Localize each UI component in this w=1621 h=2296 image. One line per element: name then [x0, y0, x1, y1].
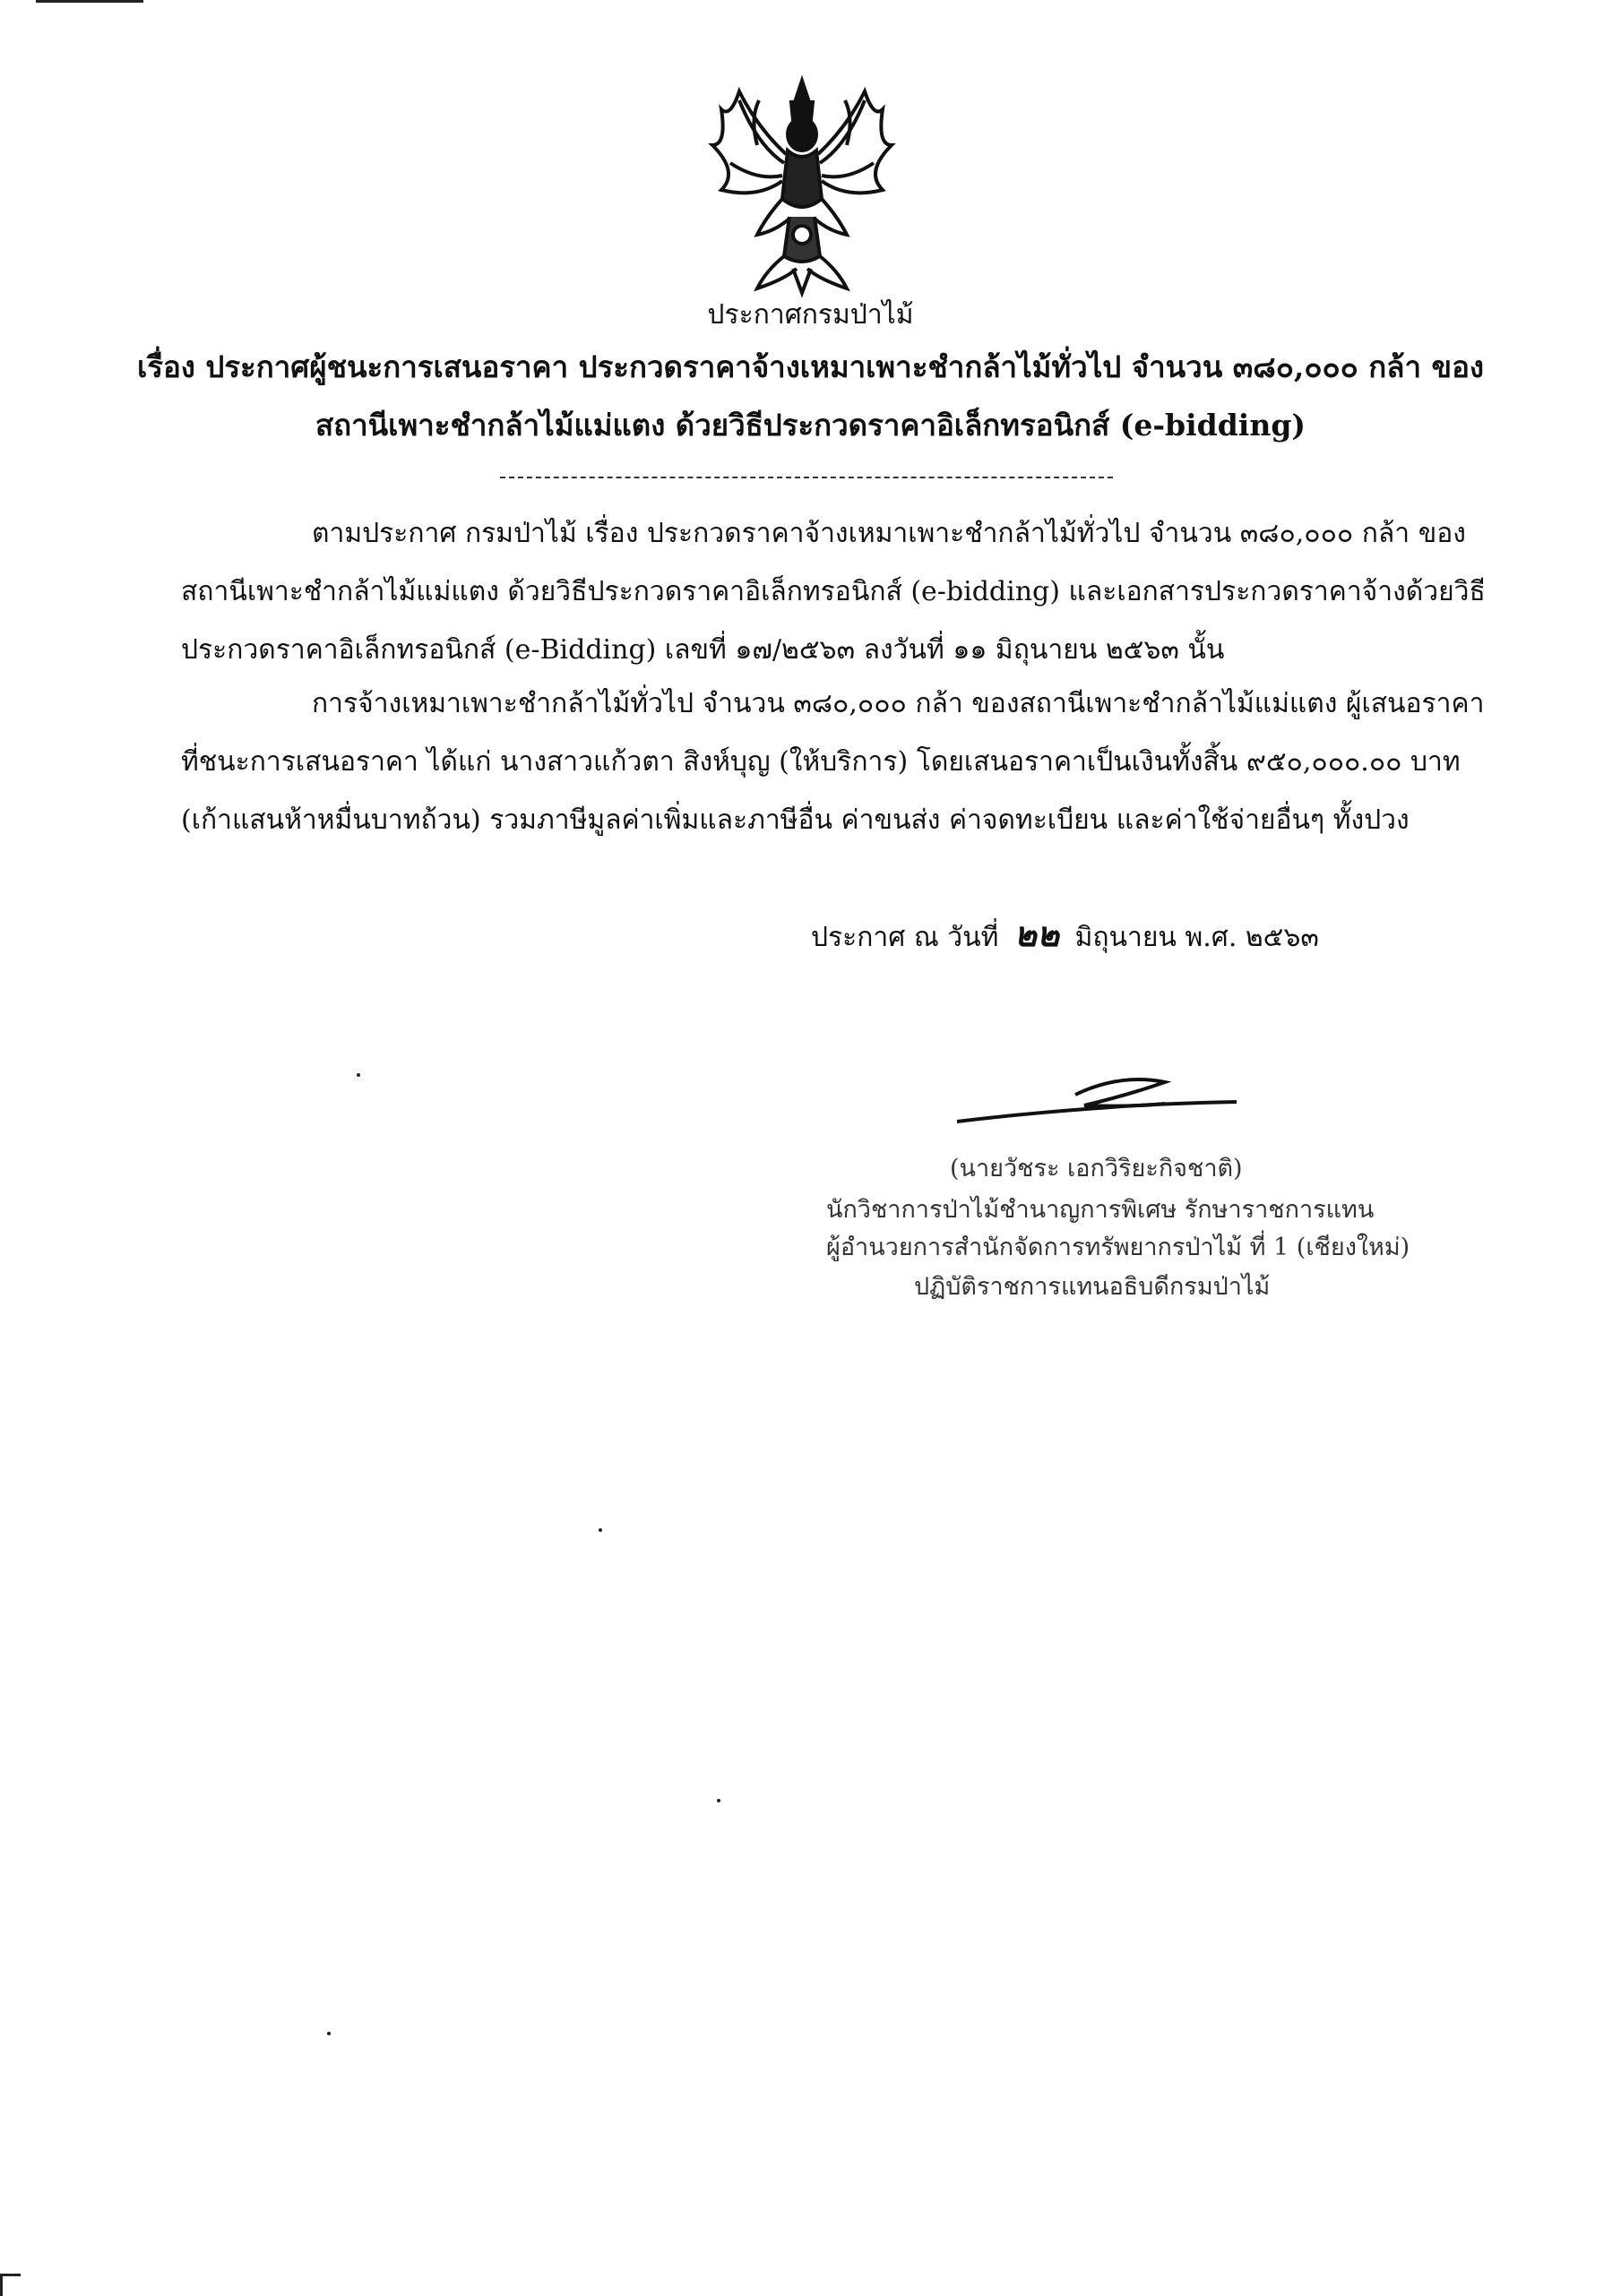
paragraph-2-line-3: (เก้าแสนห้าหมื่นบาทถ้วน) รวมภาษีมูลค่าเพิ่มและภาษีอื่น ค่าขนส่ง ค่าจดทะเบียน และค่าใช้จ่ายอื่นๆ ทั้งปวง [181, 804, 1410, 836]
signatory-title-3: ปฏิบัติราชการแทนอธิบดีกรมป่าไม้ [914, 1273, 1271, 1301]
scan-corner-mark [0, 2274, 21, 2296]
scan-speck [357, 1073, 360, 1077]
scan-speck [327, 2032, 331, 2035]
announcement-suffix: มิถุนายน พ.ศ. ๒๕๖๓ [1074, 922, 1319, 953]
scan-speck [717, 1799, 720, 1802]
announcement-day-handwritten: ๒๒ [1013, 914, 1060, 954]
paragraph-1-line-2: สถานีเพาะชำกล้าไม้แม่แตง ด้วยวิธีประกวดราคาอิเล็กทรอนิกส์ (e-bidding) และเอกสารประกวดราคาจ้างด้วยวิธี [181, 576, 1486, 607]
paragraph-2-line-1: การจ้างเหมาเพาะชำกล้าไม้ทั่วไป จำนวน ๓๘๐,๐๐๐ กล้า ของสถานีเพาะชำกล้าไม้แม่แตง ผู้เสนอราคา [312, 688, 1485, 719]
announcement-prefix: ประกาศ ณ วันที่ [811, 922, 999, 953]
signatory-title-2: ผู้อำนวยการสำนักจัดการทรัพยากรป่าไม้ ที่ 1 (เชียงใหม่) [826, 1234, 1410, 1261]
department-heading: ประกาศกรมป่าไม้ [707, 299, 914, 331]
announcement-date [811, 907, 1319, 961]
signatory-title-1: นักวิชาการป่าไม้ชำนาญการพิเศษ รักษาราชการแทน [826, 1196, 1375, 1224]
subject-line-2: สถานีเพาะชำกล้าไม้แม่แตง ด้วยวิธีประกวดราคาอิเล็กทรอนิกส์ (e-bidding) [315, 408, 1306, 443]
paragraph-1-line-1: ตามประกาศ กรมป่าไม้ เรื่อง ประกวดราคาจ้างเหมาเพาะชำกล้าไม้ทั่วไป จำนวน ๓๘๐,๐๐๐ กล้า ของ [312, 518, 1466, 549]
dashed-separator [500, 477, 1113, 478]
signatory-name: (นายวัชระ เอกวิริยะกิจชาติ) [950, 1155, 1243, 1182]
signature-icon [950, 1068, 1246, 1131]
scan-edge-mark [36, 0, 143, 3]
paragraph-2-line-2: ที่ชนะการเสนอราคา ได้แก่ นางสาวแก้วตา สิงห์บุญ (ให้บริการ) โดยเสนอราคาเป็นเงินทั้งสิ้น ๙๕๐,๐๐๐.๐๐ บาท [181, 746, 1461, 778]
scan-speck [599, 1528, 602, 1532]
subject-line-1: เรื่อง ประกาศผู้ชนะการเสนอราคา ประกวดราคาจ้างเหมาเพาะชำกล้าไม้ทั่วไป จำนวน ๓๘๐,๐๐๐ กล้า ของ [136, 349, 1485, 384]
paragraph-1-line-3: ประกวดราคาอิเล็กทรอนิกส์ (e-Bidding) เลขที่ ๑๗/๒๕๖๓ ลงวันที่ ๑๑ มิถุนายน ๒๕๖๓ นั้น [181, 634, 1225, 666]
garuda-emblem-icon [703, 64, 901, 299]
